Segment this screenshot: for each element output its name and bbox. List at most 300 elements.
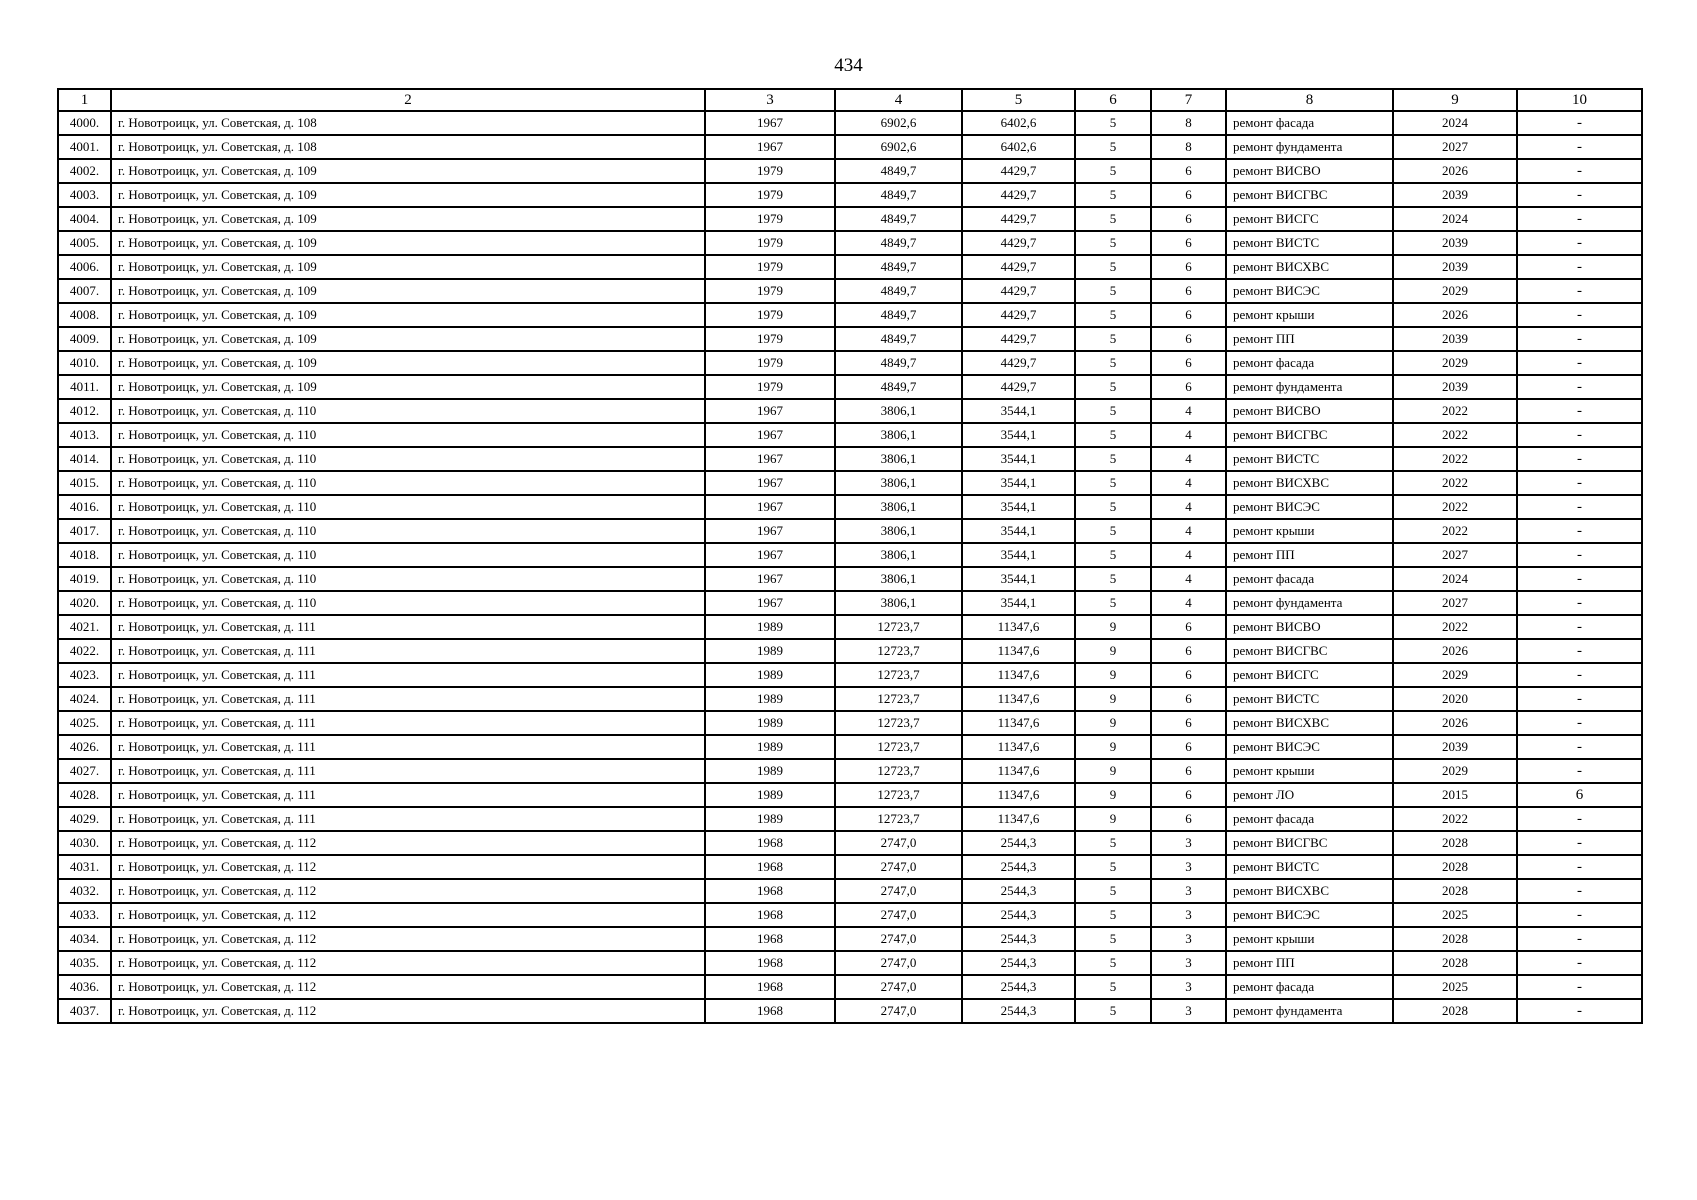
address-cell: г. Новотроицк, ул. Советская, д. 111 [111, 711, 705, 735]
entrances-cell: 4 [1151, 495, 1226, 519]
address-cell: г. Новотроицк, ул. Советская, д. 108 [111, 135, 705, 159]
work-type-cell: ремонт фундамента [1226, 375, 1393, 399]
table-row [58, 951, 1642, 975]
column-header-2: 2 [111, 89, 705, 111]
address-cell: г. Новотроицк, ул. Советская, д. 110 [111, 471, 705, 495]
cost-cell: - [1517, 615, 1642, 639]
work-type-cell: ремонт ВИСВО [1226, 159, 1393, 183]
table-row [58, 903, 1642, 927]
address-cell: г. Новотроицк, ул. Советская, д. 111 [111, 687, 705, 711]
floors-cell: 5 [1075, 399, 1151, 423]
planned-year-cell: 2029 [1393, 759, 1517, 783]
floors-cell: 5 [1075, 903, 1151, 927]
address-cell: г. Новотроицк, ул. Советская, д. 112 [111, 927, 705, 951]
entrances-cell: 3 [1151, 927, 1226, 951]
table-row [58, 591, 1642, 615]
year-built-cell: 1989 [705, 711, 835, 735]
planned-year-cell: 2028 [1393, 831, 1517, 855]
cost-cell: - [1517, 135, 1642, 159]
entrances-cell: 6 [1151, 159, 1226, 183]
table-row [58, 639, 1642, 663]
entrances-cell: 4 [1151, 447, 1226, 471]
living-area-cell: 3544,1 [962, 519, 1075, 543]
total-area-cell: 2747,0 [835, 999, 962, 1023]
planned-year-cell: 2039 [1393, 255, 1517, 279]
floors-cell: 9 [1075, 615, 1151, 639]
column-header-9: 9 [1393, 89, 1517, 111]
floors-cell: 9 [1075, 783, 1151, 807]
table-row [58, 447, 1642, 471]
living-area-cell: 2544,3 [962, 927, 1075, 951]
total-area-cell: 4849,7 [835, 255, 962, 279]
year-built-cell: 1967 [705, 519, 835, 543]
living-area-cell: 4429,7 [962, 255, 1075, 279]
entrances-cell: 4 [1151, 567, 1226, 591]
year-built-cell: 1979 [705, 279, 835, 303]
table-row [58, 879, 1642, 903]
year-built-cell: 1989 [705, 783, 835, 807]
total-area-cell: 12723,7 [835, 711, 962, 735]
total-area-cell: 3806,1 [835, 591, 962, 615]
cost-cell: - [1517, 711, 1642, 735]
table-row [58, 711, 1642, 735]
cost-cell: - [1517, 927, 1642, 951]
cost-cell: - [1517, 399, 1642, 423]
address-cell: г. Новотроицк, ул. Советская, д. 109 [111, 327, 705, 351]
year-built-cell: 1967 [705, 543, 835, 567]
table-row [58, 111, 1642, 135]
table-row [58, 831, 1642, 855]
table-row [58, 471, 1642, 495]
entrances-cell: 6 [1151, 327, 1226, 351]
entrances-cell: 4 [1151, 399, 1226, 423]
living-area-cell: 2544,3 [962, 975, 1075, 999]
address-cell: г. Новотроицк, ул. Советская, д. 111 [111, 759, 705, 783]
total-area-cell: 6902,6 [835, 135, 962, 159]
column-header-1: 1 [58, 89, 111, 111]
total-area-cell: 4849,7 [835, 207, 962, 231]
address-cell: г. Новотроицк, ул. Советская, д. 109 [111, 375, 705, 399]
row-number-cell: 4010. [58, 351, 111, 375]
planned-year-cell: 2026 [1393, 159, 1517, 183]
table-row [58, 135, 1642, 159]
year-built-cell: 1967 [705, 135, 835, 159]
row-number-cell: 4008. [58, 303, 111, 327]
address-cell: г. Новотроицк, ул. Советская, д. 112 [111, 831, 705, 855]
table-row [58, 279, 1642, 303]
cost-cell: - [1517, 375, 1642, 399]
entrances-cell: 6 [1151, 783, 1226, 807]
year-built-cell: 1979 [705, 327, 835, 351]
total-area-cell: 2747,0 [835, 927, 962, 951]
row-number-cell: 4024. [58, 687, 111, 711]
cost-cell: - [1517, 495, 1642, 519]
address-cell: г. Новотроицк, ул. Советская, д. 109 [111, 303, 705, 327]
table-row [58, 999, 1642, 1023]
cost-cell: - [1517, 975, 1642, 999]
cost-cell: - [1517, 807, 1642, 831]
planned-year-cell: 2022 [1393, 399, 1517, 423]
floors-cell: 5 [1075, 831, 1151, 855]
table-row [58, 807, 1642, 831]
work-type-cell: ремонт ВИСГВС [1226, 831, 1393, 855]
planned-year-cell: 2020 [1393, 687, 1517, 711]
cost-cell: - [1517, 231, 1642, 255]
work-type-cell: ремонт ВИСВО [1226, 615, 1393, 639]
year-built-cell: 1989 [705, 615, 835, 639]
cost-cell: - [1517, 471, 1642, 495]
floors-cell: 5 [1075, 975, 1151, 999]
floors-cell: 5 [1075, 255, 1151, 279]
table-row [58, 759, 1642, 783]
work-type-cell: ремонт ВИСВО [1226, 399, 1393, 423]
total-area-cell: 3806,1 [835, 495, 962, 519]
living-area-cell: 3544,1 [962, 543, 1075, 567]
floors-cell: 5 [1075, 375, 1151, 399]
row-number-cell: 4009. [58, 327, 111, 351]
floors-cell: 5 [1075, 279, 1151, 303]
floors-cell: 5 [1075, 567, 1151, 591]
living-area-cell: 4429,7 [962, 183, 1075, 207]
row-number-cell: 4000. [58, 111, 111, 135]
address-cell: г. Новотроицк, ул. Советская, д. 109 [111, 183, 705, 207]
year-built-cell: 1968 [705, 951, 835, 975]
floors-cell: 9 [1075, 711, 1151, 735]
work-type-cell: ремонт ВИСТС [1226, 855, 1393, 879]
entrances-cell: 6 [1151, 807, 1226, 831]
work-type-cell: ремонт фасада [1226, 807, 1393, 831]
address-cell: г. Новотроицк, ул. Советская, д. 109 [111, 231, 705, 255]
address-cell: г. Новотроицк, ул. Советская, д. 111 [111, 615, 705, 639]
row-number-cell: 4027. [58, 759, 111, 783]
planned-year-cell: 2028 [1393, 855, 1517, 879]
planned-year-cell: 2024 [1393, 567, 1517, 591]
row-number-cell: 4021. [58, 615, 111, 639]
floors-cell: 5 [1075, 999, 1151, 1023]
table-row [58, 351, 1642, 375]
living-area-cell: 2544,3 [962, 879, 1075, 903]
table-row [58, 519, 1642, 543]
row-number-cell: 4031. [58, 855, 111, 879]
living-area-cell: 11347,6 [962, 615, 1075, 639]
cost-cell: - [1517, 903, 1642, 927]
entrances-cell: 6 [1151, 759, 1226, 783]
address-cell: г. Новотроицк, ул. Советская, д. 112 [111, 951, 705, 975]
planned-year-cell: 2022 [1393, 447, 1517, 471]
column-header-4: 4 [835, 89, 962, 111]
work-type-cell: ремонт ПП [1226, 543, 1393, 567]
entrances-cell: 3 [1151, 951, 1226, 975]
work-type-cell: ремонт фасада [1226, 351, 1393, 375]
work-type-cell: ремонт ВИСТС [1226, 447, 1393, 471]
address-cell: г. Новотроицк, ул. Советская, д. 109 [111, 207, 705, 231]
year-built-cell: 1968 [705, 831, 835, 855]
total-area-cell: 4849,7 [835, 183, 962, 207]
floors-cell: 9 [1075, 735, 1151, 759]
cost-cell: - [1517, 447, 1642, 471]
entrances-cell: 3 [1151, 903, 1226, 927]
year-built-cell: 1968 [705, 975, 835, 999]
floors-cell: 5 [1075, 951, 1151, 975]
cost-cell: - [1517, 159, 1642, 183]
address-cell: г. Новотроицк, ул. Советская, д. 112 [111, 999, 705, 1023]
column-number-row [58, 89, 1642, 111]
row-number-cell: 4003. [58, 183, 111, 207]
floors-cell: 5 [1075, 927, 1151, 951]
table-row [58, 855, 1642, 879]
total-area-cell: 4849,7 [835, 159, 962, 183]
living-area-cell: 6402,6 [962, 111, 1075, 135]
cost-cell: - [1517, 543, 1642, 567]
table-row [58, 495, 1642, 519]
total-area-cell: 4849,7 [835, 375, 962, 399]
entrances-cell: 6 [1151, 351, 1226, 375]
entrances-cell: 6 [1151, 207, 1226, 231]
work-type-cell: ремонт ПП [1226, 327, 1393, 351]
cost-cell: - [1517, 639, 1642, 663]
living-area-cell: 4429,7 [962, 279, 1075, 303]
year-built-cell: 1989 [705, 663, 835, 687]
work-type-cell: ремонт ВИСТС [1226, 231, 1393, 255]
entrances-cell: 6 [1151, 711, 1226, 735]
address-cell: г. Новотроицк, ул. Советская, д. 112 [111, 975, 705, 999]
row-number-cell: 4006. [58, 255, 111, 279]
total-area-cell: 2747,0 [835, 879, 962, 903]
work-type-cell: ремонт ВИСЭС [1226, 903, 1393, 927]
table-row [58, 399, 1642, 423]
row-number-cell: 4001. [58, 135, 111, 159]
work-type-cell: ремонт ВИСХВС [1226, 711, 1393, 735]
work-type-cell: ремонт фасада [1226, 975, 1393, 999]
cost-cell: - [1517, 327, 1642, 351]
address-cell: г. Новотроицк, ул. Советская, д. 111 [111, 735, 705, 759]
work-type-cell: ремонт ВИСТС [1226, 687, 1393, 711]
capital-repair-table [57, 88, 1643, 1024]
year-built-cell: 1967 [705, 399, 835, 423]
living-area-cell: 3544,1 [962, 495, 1075, 519]
address-cell: г. Новотроицк, ул. Советская, д. 109 [111, 351, 705, 375]
row-number-cell: 4028. [58, 783, 111, 807]
planned-year-cell: 2022 [1393, 495, 1517, 519]
year-built-cell: 1967 [705, 111, 835, 135]
work-type-cell: ремонт ВИСЭС [1226, 735, 1393, 759]
work-type-cell: ремонт ВИСГС [1226, 207, 1393, 231]
planned-year-cell: 2022 [1393, 615, 1517, 639]
planned-year-cell: 2039 [1393, 375, 1517, 399]
address-cell: г. Новотроицк, ул. Советская, д. 109 [111, 159, 705, 183]
table-row [58, 975, 1642, 999]
year-built-cell: 1967 [705, 471, 835, 495]
table-row [58, 159, 1642, 183]
cost-cell: - [1517, 759, 1642, 783]
row-number-cell: 4002. [58, 159, 111, 183]
total-area-cell: 3806,1 [835, 399, 962, 423]
row-number-cell: 4025. [58, 711, 111, 735]
year-built-cell: 1989 [705, 807, 835, 831]
year-built-cell: 1989 [705, 735, 835, 759]
cost-cell: - [1517, 663, 1642, 687]
entrances-cell: 4 [1151, 519, 1226, 543]
address-cell: г. Новотроицк, ул. Советская, д. 111 [111, 663, 705, 687]
column-header-8: 8 [1226, 89, 1393, 111]
row-number-cell: 4034. [58, 927, 111, 951]
row-number-cell: 4037. [58, 999, 111, 1023]
floors-cell: 9 [1075, 639, 1151, 663]
floors-cell: 5 [1075, 591, 1151, 615]
floors-cell: 5 [1075, 231, 1151, 255]
planned-year-cell: 2029 [1393, 663, 1517, 687]
living-area-cell: 4429,7 [962, 327, 1075, 351]
page-number: 434 [834, 55, 863, 76]
floors-cell: 5 [1075, 351, 1151, 375]
entrances-cell: 6 [1151, 183, 1226, 207]
column-header-7: 7 [1151, 89, 1226, 111]
living-area-cell: 4429,7 [962, 303, 1075, 327]
floors-cell: 5 [1075, 855, 1151, 879]
entrances-cell: 6 [1151, 639, 1226, 663]
cost-cell: - [1517, 351, 1642, 375]
planned-year-cell: 2025 [1393, 903, 1517, 927]
living-area-cell: 2544,3 [962, 903, 1075, 927]
row-number-cell: 4020. [58, 591, 111, 615]
row-number-cell: 4026. [58, 735, 111, 759]
planned-year-cell: 2028 [1393, 927, 1517, 951]
planned-year-cell: 2024 [1393, 111, 1517, 135]
year-built-cell: 1968 [705, 927, 835, 951]
cost-cell: - [1517, 687, 1642, 711]
floors-cell: 5 [1075, 423, 1151, 447]
living-area-cell: 6402,6 [962, 135, 1075, 159]
row-number-cell: 4012. [58, 399, 111, 423]
living-area-cell: 11347,6 [962, 711, 1075, 735]
row-number-cell: 4035. [58, 951, 111, 975]
cost-cell: - [1517, 591, 1642, 615]
address-cell: г. Новотроицк, ул. Советская, д. 111 [111, 783, 705, 807]
year-built-cell: 1967 [705, 495, 835, 519]
living-area-cell: 2544,3 [962, 999, 1075, 1023]
living-area-cell: 11347,6 [962, 783, 1075, 807]
address-cell: г. Новотроицк, ул. Советская, д. 109 [111, 279, 705, 303]
planned-year-cell: 2022 [1393, 471, 1517, 495]
table-row [58, 327, 1642, 351]
floors-cell: 5 [1075, 879, 1151, 903]
planned-year-cell: 2028 [1393, 879, 1517, 903]
address-cell: г. Новотроицк, ул. Советская, д. 110 [111, 423, 705, 447]
entrances-cell: 8 [1151, 111, 1226, 135]
work-type-cell: ремонт ВИСЭС [1226, 279, 1393, 303]
work-type-cell: ремонт фундамента [1226, 135, 1393, 159]
cost-cell: - [1517, 207, 1642, 231]
work-type-cell: ремонт крыши [1226, 303, 1393, 327]
entrances-cell: 4 [1151, 471, 1226, 495]
floors-cell: 5 [1075, 183, 1151, 207]
floors-cell: 9 [1075, 663, 1151, 687]
table-body [58, 111, 1642, 1023]
row-number-cell: 4036. [58, 975, 111, 999]
year-built-cell: 1989 [705, 687, 835, 711]
year-built-cell: 1979 [705, 375, 835, 399]
living-area-cell: 2544,3 [962, 855, 1075, 879]
total-area-cell: 3806,1 [835, 567, 962, 591]
total-area-cell: 2747,0 [835, 975, 962, 999]
work-type-cell: ремонт ВИСЭС [1226, 495, 1393, 519]
planned-year-cell: 2039 [1393, 183, 1517, 207]
total-area-cell: 4849,7 [835, 327, 962, 351]
year-built-cell: 1967 [705, 591, 835, 615]
work-type-cell: ремонт ВИСГВС [1226, 639, 1393, 663]
total-area-cell: 2747,0 [835, 831, 962, 855]
table-row [58, 207, 1642, 231]
living-area-cell: 11347,6 [962, 663, 1075, 687]
planned-year-cell: 2039 [1393, 231, 1517, 255]
row-number-cell: 4029. [58, 807, 111, 831]
entrances-cell: 3 [1151, 855, 1226, 879]
column-header-10: 10 [1517, 89, 1642, 111]
living-area-cell: 4429,7 [962, 207, 1075, 231]
entrances-cell: 4 [1151, 423, 1226, 447]
total-area-cell: 2747,0 [835, 951, 962, 975]
entrances-cell: 8 [1151, 135, 1226, 159]
address-cell: г. Новотроицк, ул. Советская, д. 110 [111, 591, 705, 615]
table-row [58, 231, 1642, 255]
column-header-3: 3 [705, 89, 835, 111]
row-number-cell: 4018. [58, 543, 111, 567]
column-header-5: 5 [962, 89, 1075, 111]
year-built-cell: 1979 [705, 255, 835, 279]
cost-cell: - [1517, 255, 1642, 279]
work-type-cell: ремонт ВИСХВС [1226, 255, 1393, 279]
cost-cell: - [1517, 735, 1642, 759]
cost-cell: - [1517, 279, 1642, 303]
planned-year-cell: 2028 [1393, 999, 1517, 1023]
cost-cell: - [1517, 831, 1642, 855]
cost-cell: - [1517, 111, 1642, 135]
floors-cell: 5 [1075, 111, 1151, 135]
living-area-cell: 11347,6 [962, 735, 1075, 759]
work-type-cell: ремонт ВИСГВС [1226, 423, 1393, 447]
planned-year-cell: 2026 [1393, 711, 1517, 735]
floors-cell: 5 [1075, 495, 1151, 519]
entrances-cell: 6 [1151, 231, 1226, 255]
row-number-cell: 4005. [58, 231, 111, 255]
row-number-cell: 4030. [58, 831, 111, 855]
floors-cell: 5 [1075, 159, 1151, 183]
planned-year-cell: 2027 [1393, 135, 1517, 159]
entrances-cell: 4 [1151, 543, 1226, 567]
table-row [58, 375, 1642, 399]
year-built-cell: 1979 [705, 207, 835, 231]
address-cell: г. Новотроицк, ул. Советская, д. 110 [111, 543, 705, 567]
year-built-cell: 1968 [705, 999, 835, 1023]
entrances-cell: 6 [1151, 615, 1226, 639]
work-type-cell: ремонт фасада [1226, 111, 1393, 135]
entrances-cell: 6 [1151, 279, 1226, 303]
floors-cell: 5 [1075, 327, 1151, 351]
living-area-cell: 4429,7 [962, 159, 1075, 183]
planned-year-cell: 2015 [1393, 783, 1517, 807]
address-cell: г. Новотроицк, ул. Советская, д. 110 [111, 495, 705, 519]
cost-cell: 6 [1517, 783, 1642, 807]
column-header-6: 6 [1075, 89, 1151, 111]
entrances-cell: 6 [1151, 255, 1226, 279]
floors-cell: 5 [1075, 447, 1151, 471]
row-number-cell: 4004. [58, 207, 111, 231]
row-number-cell: 4022. [58, 639, 111, 663]
living-area-cell: 4429,7 [962, 375, 1075, 399]
work-type-cell: ремонт крыши [1226, 759, 1393, 783]
living-area-cell: 4429,7 [962, 231, 1075, 255]
planned-year-cell: 2029 [1393, 351, 1517, 375]
